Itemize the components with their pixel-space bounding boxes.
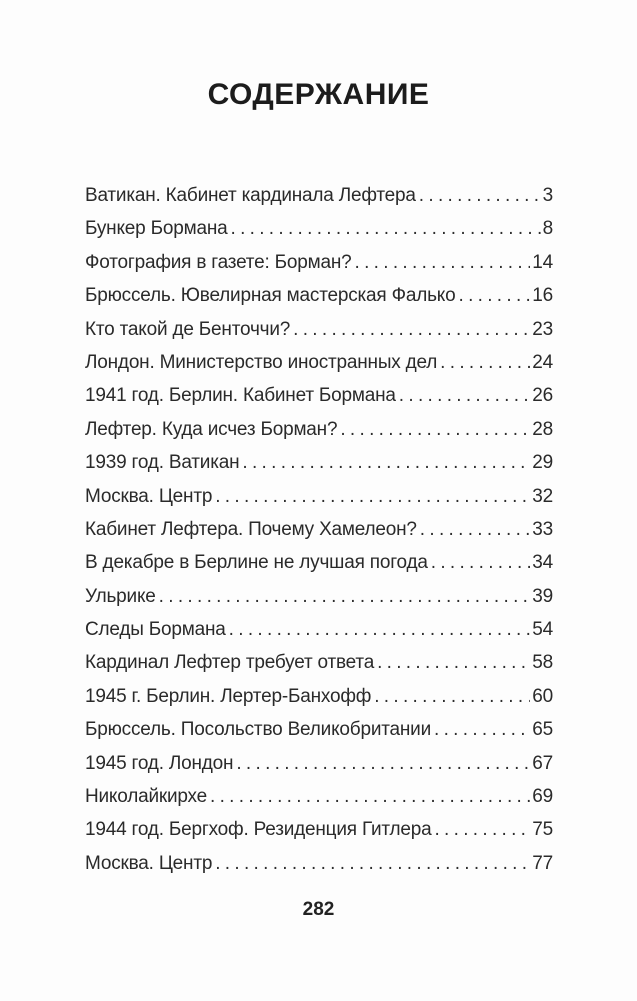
toc-entry-page-number: 75 bbox=[532, 819, 553, 841]
dot-leader bbox=[215, 487, 530, 506]
dot-leader bbox=[159, 587, 531, 606]
dot-leader bbox=[236, 754, 530, 773]
toc-entry-page-number: 28 bbox=[532, 418, 553, 440]
toc-entry-title: Кардинал Лефтер требует ответа bbox=[85, 652, 375, 674]
toc-entry bbox=[85, 353, 553, 372]
dot-leader bbox=[242, 453, 530, 472]
toc-entry-title: Следы Бормана bbox=[85, 619, 226, 641]
dot-leader bbox=[230, 219, 540, 238]
dot-leader bbox=[229, 620, 531, 639]
toc-entry bbox=[85, 620, 553, 639]
dot-leader bbox=[431, 553, 531, 572]
dot-leader bbox=[210, 787, 530, 806]
dot-leader bbox=[434, 820, 530, 839]
toc-entry-page-number: 14 bbox=[532, 251, 553, 273]
toc-entry-title: Кто такой де Бенточчи? bbox=[85, 318, 291, 340]
toc-entry bbox=[85, 186, 553, 205]
toc-entry bbox=[85, 286, 553, 305]
dot-leader bbox=[340, 420, 530, 439]
toc-entry bbox=[85, 687, 553, 706]
toc-entry bbox=[85, 520, 553, 539]
toc-entry-page-number: 16 bbox=[532, 285, 553, 307]
toc-entry-page-number: 34 bbox=[532, 552, 553, 574]
toc-entry-page-number: 58 bbox=[532, 652, 553, 674]
dot-leader bbox=[215, 854, 530, 873]
toc-entry-title: Лефтер. Куда исчез Борман? bbox=[85, 418, 338, 440]
toc-entry-title: Москва. Центр bbox=[85, 852, 213, 874]
dot-leader bbox=[293, 320, 530, 339]
toc-entry-page-number: 54 bbox=[532, 619, 553, 641]
toc-entry-page-number: 33 bbox=[532, 518, 553, 540]
toc-entry-page-number: 60 bbox=[532, 685, 553, 707]
toc-entry-title: Кабинет Лефтера. Почему Хамелеон? bbox=[85, 518, 417, 540]
dot-leader bbox=[399, 386, 530, 405]
page-number-footer: 282 bbox=[302, 899, 335, 920]
toc-entry-page-number: 3 bbox=[542, 185, 553, 206]
toc-entry-page-number: 32 bbox=[532, 485, 553, 507]
toc-entry-page-number: 29 bbox=[532, 452, 553, 474]
dot-leader bbox=[419, 186, 541, 205]
dot-leader bbox=[374, 687, 530, 706]
dot-leader bbox=[440, 353, 530, 372]
toc-entry-title: Бункер Бормана bbox=[85, 218, 228, 240]
toc-entry-page-number: 67 bbox=[532, 752, 553, 774]
toc-entry bbox=[85, 487, 553, 506]
toc-entry-title: Лондон. Министерство иностранных дел bbox=[85, 351, 438, 373]
toc-entry bbox=[85, 653, 553, 672]
page-title: СОДЕРЖАНИЕ bbox=[207, 78, 430, 111]
toc-entry bbox=[85, 453, 553, 472]
dot-leader bbox=[355, 253, 531, 272]
toc-entry-title: Брюссель. Ювелирная мастерская Фалько bbox=[85, 285, 456, 307]
toc-entry-page-number: 24 bbox=[532, 351, 553, 373]
toc-entry bbox=[85, 420, 553, 439]
dot-leader bbox=[420, 520, 530, 539]
dot-leader bbox=[377, 653, 530, 672]
toc-entry-page-number: 69 bbox=[532, 786, 553, 808]
toc-entry-title: В декабре в Берлине не лучшая погода bbox=[85, 552, 428, 574]
dot-leader bbox=[434, 720, 530, 739]
dot-leader bbox=[458, 286, 530, 305]
toc-entry-title: Ульрике bbox=[85, 585, 156, 607]
toc-entry-page-number: 39 bbox=[532, 585, 553, 607]
toc-entry-page-number: 77 bbox=[532, 852, 553, 874]
toc-entry-title: 1944 год. Бергхоф. Резиденция Гитлера bbox=[85, 819, 432, 841]
toc-entry bbox=[85, 386, 553, 405]
toc-entry-title: 1939 год. Ватикан bbox=[85, 452, 240, 474]
toc-entry-title: Фотография в газете: Борман? bbox=[85, 251, 352, 273]
toc-entry-page-number: 23 bbox=[532, 318, 553, 340]
toc-entry bbox=[85, 787, 553, 806]
toc-list bbox=[85, 186, 553, 873]
toc-entry-page-number: 26 bbox=[532, 385, 553, 407]
toc-entry bbox=[85, 253, 553, 272]
toc-entry-title: 1945 год. Лондон bbox=[85, 752, 234, 774]
toc-entry bbox=[85, 219, 553, 238]
toc-entry bbox=[85, 720, 553, 739]
toc-entry bbox=[85, 587, 553, 606]
toc-entry-title: Ватикан. Кабинет кардинала Лефтера bbox=[85, 185, 416, 206]
toc-entry-title: Брюссель. Посольство Великобритании bbox=[85, 719, 432, 741]
toc-entry-title: 1945 г. Берлин. Лертер-Банхофф bbox=[85, 685, 372, 707]
toc-entry bbox=[85, 754, 553, 773]
toc-entry-title: Николайкирхе bbox=[85, 786, 208, 808]
toc-entry-title: 1941 год. Берлин. Кабинет Бормана bbox=[85, 385, 396, 407]
toc-entry bbox=[85, 553, 553, 572]
toc-entry-page-number: 8 bbox=[542, 218, 553, 240]
toc-entry bbox=[85, 854, 553, 873]
toc-entry bbox=[85, 320, 553, 339]
toc-entry-title: Москва. Центр bbox=[85, 485, 213, 507]
toc-entry bbox=[85, 820, 553, 839]
toc-entry-page-number: 65 bbox=[532, 719, 553, 741]
